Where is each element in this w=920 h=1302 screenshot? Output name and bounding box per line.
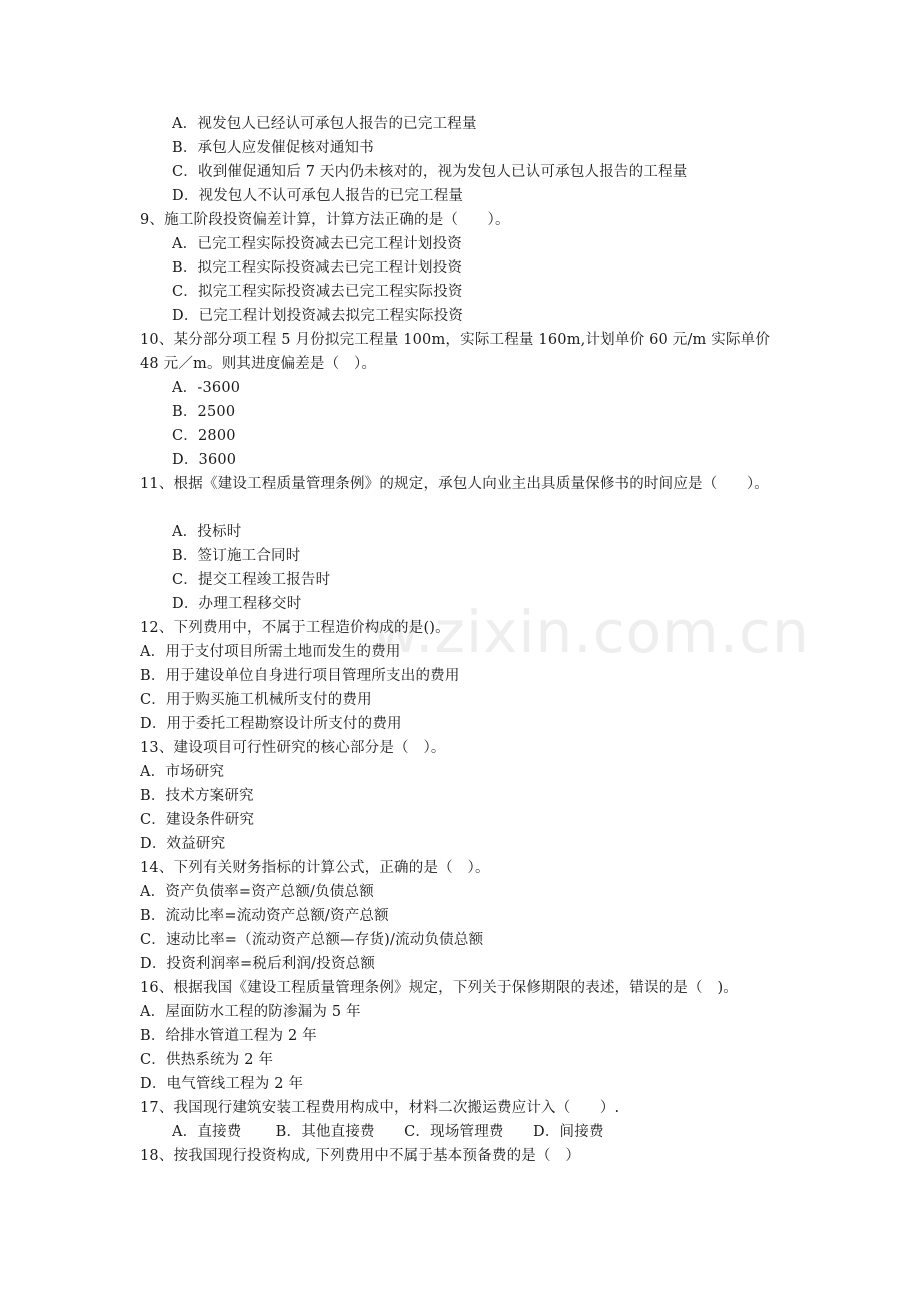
answer-option: C．提交工程竣工报告时 [172,572,331,588]
question-line: B．技术方案研究 [140,788,254,804]
question-line: 9、施工阶段投资偏差计算，计算方法正确的是（ ）。 [140,212,510,228]
answer-option: A．已完工程实际投资减去已完工程计划投资 [172,236,462,252]
question-line: A．市场研究 [140,764,225,780]
question-line: D．电气管线工程为 2 年 [140,1076,304,1092]
answer-option: B．拟完工程实际投资减去已完工程计划投资 [172,260,463,276]
question-line: D．效益研究 [140,836,226,852]
question-line: C．供热系统为 2 年 [140,1052,274,1068]
answer-option: A．投标时 [172,524,242,540]
question-line: C．建设条件研究 [140,812,255,828]
question-line: A．资产负债率=资产总额/负债总额 [140,884,374,900]
question-line: A．屋面防水工程的防渗漏为 5 年 [140,1004,361,1020]
question-line: A．用于支付项目所需土地而发生的费用 [140,644,401,660]
answer-option: A．-3600 [172,380,241,396]
answer-option: C．收到催促通知后 7 天内仍未核对的，视为发包人已认可承包人报告的工程量 [172,164,688,180]
answer-option: D．办理工程移交时 [172,596,302,612]
answer-option: C．2800 [172,428,236,444]
question-line: D．用于委托工程勘察设计所支付的费用 [140,716,402,732]
answer-option: B．2500 [172,404,236,420]
answer-option: A．直接费 B．其他直接费 C．现场管理费 D．间接费 [172,1124,604,1140]
question-line: 17、我国现行建筑安装工程费用构成中，材料二次搬运费应计入（ ）. [140,1100,620,1116]
question-line: C．速动比率=（流动资产总额—存货)/流动负债总额 [140,932,484,948]
answer-option: D．3600 [172,452,237,468]
question-line: B．给排水管道工程为 2 年 [140,1028,317,1044]
question-line: D．投资利润率=税后利润/投资总额 [140,956,376,972]
question-line: 18、按我国现行投资构成, 下列费用中不属于基本预备费的是（ ） [140,1148,581,1164]
answer-option: C．拟完工程实际投资减去已完工程实际投资 [172,284,463,300]
answer-option: B．承包人应发催促核对通知书 [172,140,374,156]
question-line: C．用于购买施工机械所支付的费用 [140,692,372,708]
answer-option: A．视发包人已经认可承包人报告的已完工程量 [172,116,477,132]
question-line: 14、下列有关财务指标的计算公式，正确的是（ ）。 [140,860,490,876]
question-line: B．流动比率=流动资产总额/资产总额 [140,908,389,924]
question-line: 10、某分部分项工程 5 月份拟完工程量 100m，实际工程量 160m,计划单价 60 元/m 实际单价 48 元／m。则其进度偏差是（ ）。 [140,332,771,372]
question-line: B．用于建设单位自身进行项目管理所支出的费用 [140,668,460,684]
question-line: 11、根据《建设工程质量管理条例》的规定，承包人向业主出具质量保修书的时间应是（ ）。 [140,476,769,492]
question-line: 16、根据我国《建设工程质量管理条例》规定，下列关于保修期限的表述，错误的是（ )。 [140,980,739,996]
question-line: 13、建设项目可行性研究的核心部分是（ ）。 [140,740,446,756]
question-line: 12、下列费用中，不属于工程造价构成的是()。 [140,620,450,636]
answer-option: D．视发包人不认可承包人报告的已完工程量 [172,188,464,204]
answer-option: D．已完工程计划投资减去拟完工程实际投资 [172,308,464,324]
answer-option: B．签订施工合同时 [172,548,301,564]
watermark: w.zixin.com.cn [372,598,810,666]
